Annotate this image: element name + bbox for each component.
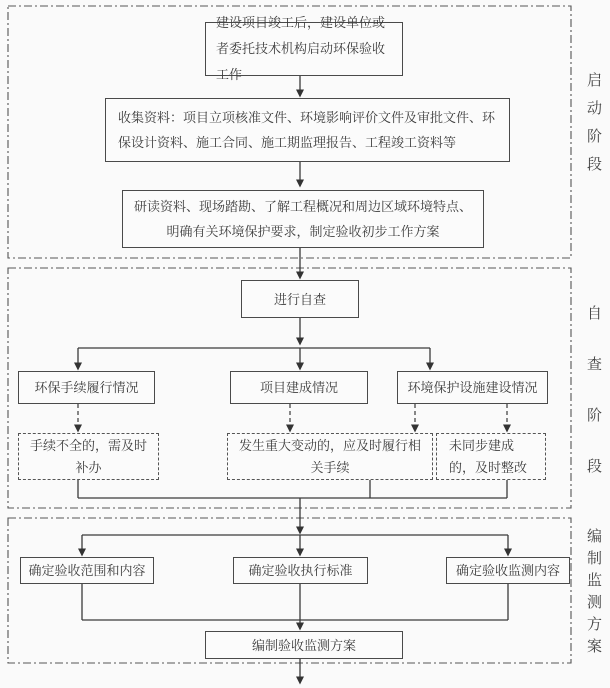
- dashed-connectors: [78, 404, 507, 425]
- node-fix-sync: 未同步建成的，及时整改: [436, 433, 546, 480]
- phase-label-selfcheck: 自查阶段: [585, 305, 602, 509]
- node-plan: 编制验收监测方案: [205, 631, 403, 659]
- node-start: 建设项目竣工后，建设单位或者委托技术机构启动环保验收工作: [205, 22, 403, 76]
- node-check-facility: 环境保护设施建设情况: [397, 371, 548, 404]
- node-fix-change: 发生重大变动的，应及时履行相关手续: [227, 433, 433, 480]
- phase-label-plan: 编制监测方案: [585, 528, 602, 660]
- node-study-plan: 研读资料、现场踏勘、了解工程概况和周边区域环境特点、明确有关环境保护要求，制定验收初步工作方案: [122, 190, 484, 248]
- node-monitor: 确定验收监测内容: [446, 557, 570, 584]
- node-fix-procedure: 手续不全的，需及时补办: [18, 433, 159, 480]
- node-self-check: 进行自查: [241, 280, 359, 318]
- node-scope: 确定验收范围和内容: [20, 557, 154, 584]
- node-check-built: 项目建成情况: [230, 371, 368, 404]
- node-standard: 确定验收执行标准: [233, 557, 368, 584]
- phase-label-startup: 启动阶段: [585, 72, 602, 184]
- node-collect-data: 收集资料：项目立项核准文件、环境影响评价文件及审批文件、环保设计资料、施工合同、施工期监理报告、工程竣工资料等: [105, 98, 510, 162]
- node-check-procedure: 环保手续履行情况: [18, 371, 155, 404]
